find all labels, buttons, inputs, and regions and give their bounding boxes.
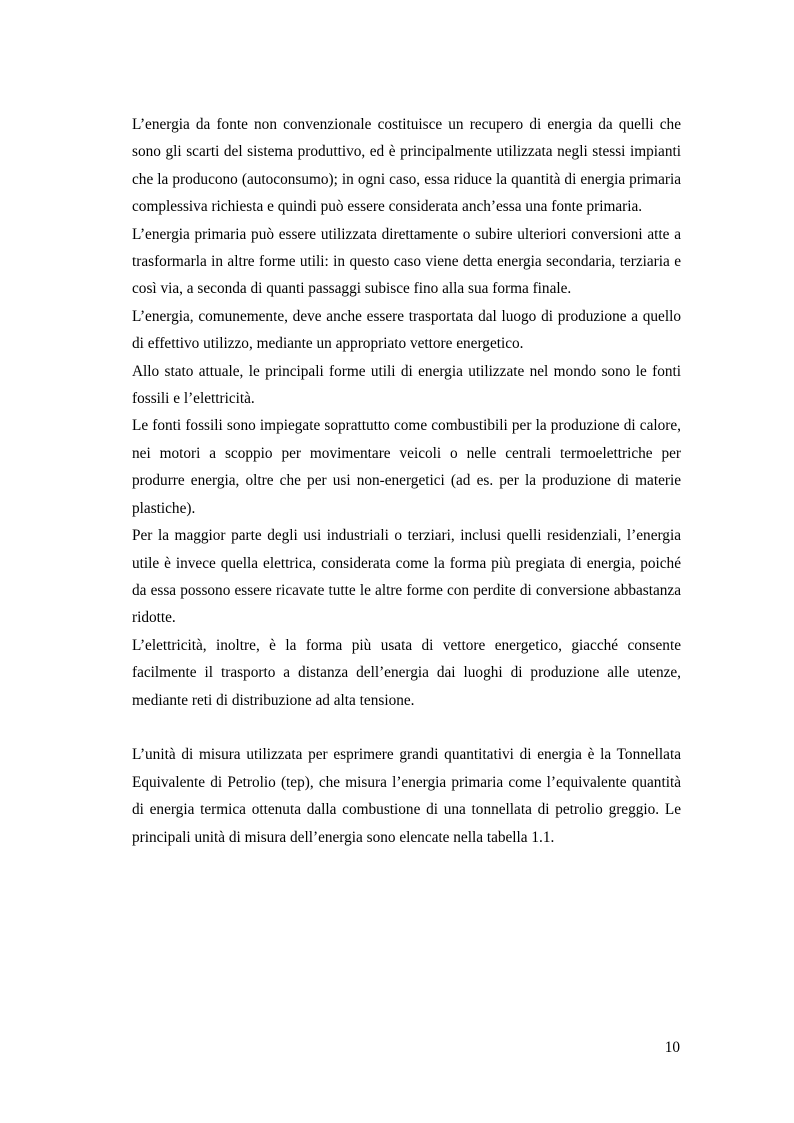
paragraph-fossil-fuels: Le fonti fossili sono impiegate soprattutto come combustibili per la produzione di calore, nei motori a scoppio per movimentare veicoli o nelle centrali termoelettriche per produrre energia, oltre che per usi non-energetici (ad es. per la produzione di materie plastiche). <box>132 417 681 517</box>
paragraph-electric-energy: Per la maggior parte degli usi industriali o terziari, inclusi quelli residenziali, l’energia utile è invece quella elettrica, considerata come la forma più pregiata di energia, poiché da essa possono essere ricavate tutte le altre forme con perdite di conversione abbastanza ridotte. <box>132 527 681 627</box>
paragraph-energy-transport: L’energia, comunemente, deve anche essere trasportata dal luogo di produzione a quello di effettivo utilizzo, mediante un appropriato vettore energetico. <box>132 307 681 353</box>
page-number: 10 <box>664 1039 680 1056</box>
paragraph-current-forms: Allo stato attuale, le principali forme utili di energia utilizzate nel mondo sono le fonti fossili e l’elettricità. <box>132 362 681 408</box>
paragraph-unit-of-measure: L’unità di misura utilizzata per esprimere grandi quantitativi di energia è la Tonnellata Equivalente di Petrolio (tep), che misura l’energia primaria come l’equivalente quantità di energia termica ottenuta dalla combustione di una tonnellata di petrolio greggio. Le principali unità di misura dell’energia sono elencate nella tabella 1.1. <box>132 746 681 846</box>
paragraph-non-conventional-energy: L’energia da fonte non convenzionale costituisce un recupero di energia da quelli che sono gli scarti del sistema produttivo, ed è principalmente utilizzata negli stessi impianti che la producono (autoconsumo); in ogni caso, essa riduce la quantità di energia primaria complessiva richiesta e quindi può essere considerata anch’essa una fonte primaria. <box>132 116 681 216</box>
paragraph-electricity-vector: L’elettricità, inoltre, è la forma più usata di vettore energetico, giacché consente facilmente il trasporto a distanza dell’energia dai luoghi di produzione alle utenze, mediante reti di distribuzione ad alta tensione. <box>132 636 681 709</box>
paragraph-primary-energy-conversion: L’energia primaria può essere utilizzata direttamente o subire ulteriori conversioni atte a trasformarla in altre forme utili: in questo caso viene detta energia secondaria, terziaria e così via, a seconda di quanti passaggi subisce fino alla sua forma finale. <box>132 225 681 298</box>
body-text <box>132 111 681 851</box>
